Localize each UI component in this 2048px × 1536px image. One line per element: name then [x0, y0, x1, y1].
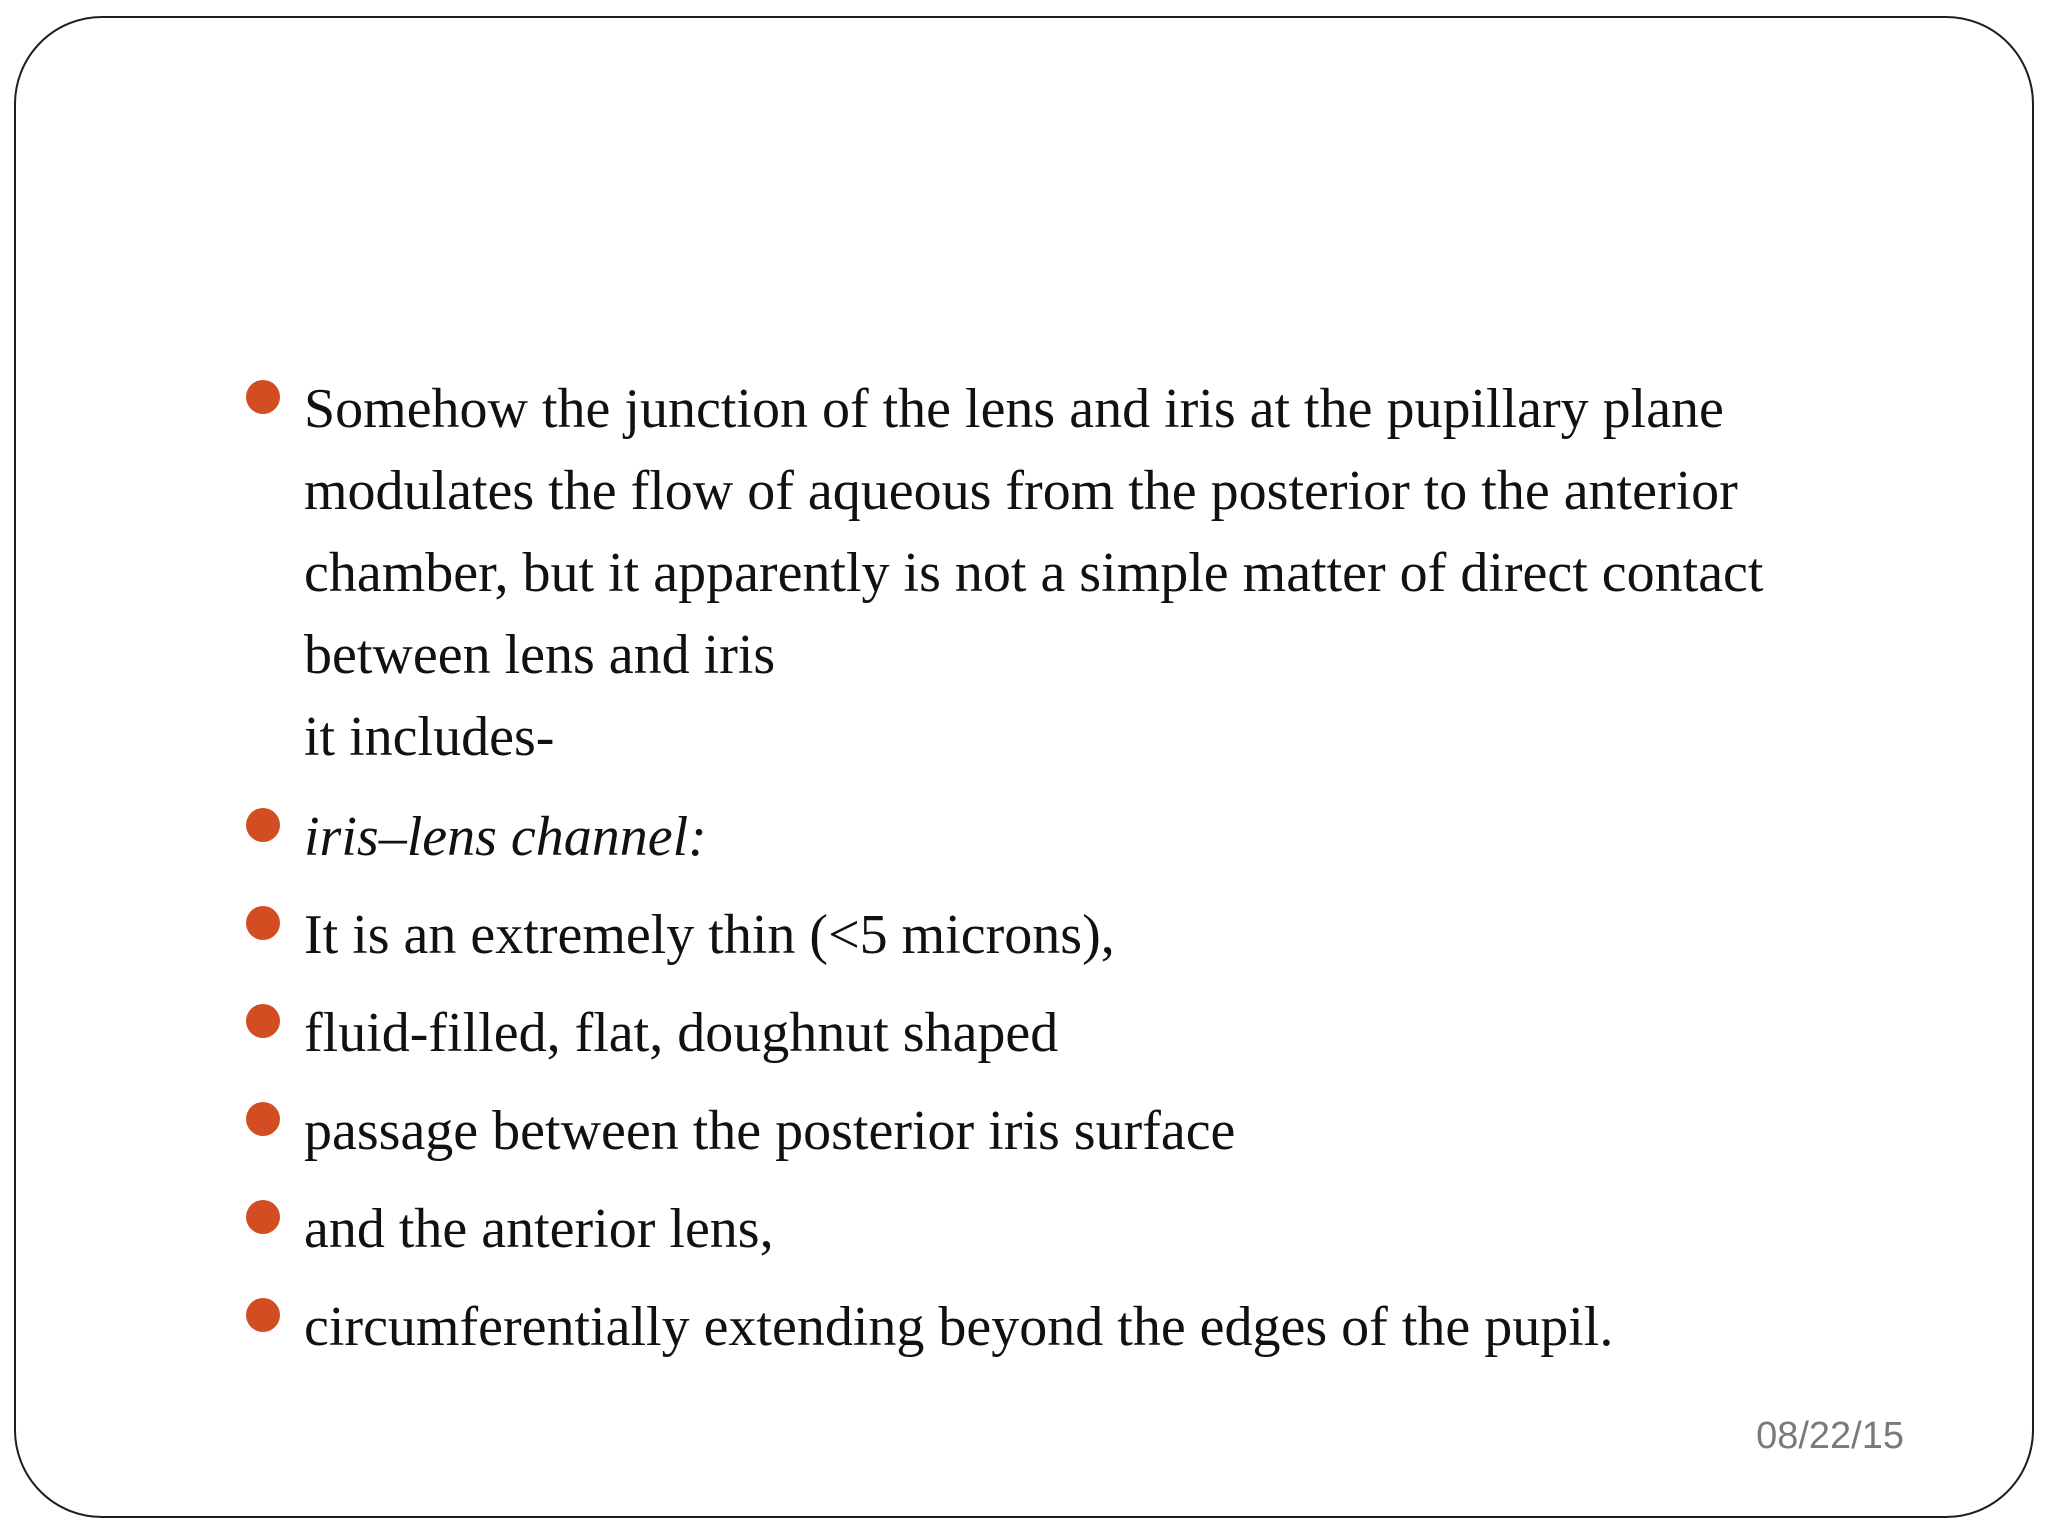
bullet-dot-icon — [246, 1200, 280, 1234]
bullet-item-1 — [246, 368, 1946, 778]
bullet-dot-icon — [246, 1102, 280, 1136]
bullet-dot-icon — [246, 906, 280, 940]
bullet-text: and the anterior lens, — [304, 1198, 774, 1260]
bullet-item-5 — [246, 1090, 1946, 1172]
bullet-item-3 — [246, 894, 1946, 976]
bullet-dot-icon — [246, 380, 280, 414]
bullet-dot-icon — [246, 1004, 280, 1038]
bullet-dot-icon — [246, 808, 280, 842]
bullet-text: iris–lens channel: — [304, 806, 707, 868]
bullet-text: It is an extremely thin (<5 microns), — [304, 904, 1115, 966]
bullet-list — [246, 368, 1946, 1368]
bullet-item-4 — [246, 992, 1946, 1074]
slide-date: 08/22/15 — [1756, 1415, 1904, 1457]
bullet-text: fluid-filled, flat, doughnut shaped — [304, 1002, 1059, 1064]
bullet-text: Somehow the junction of the lens and iris at the pupillary plane modulates the flow of aqueous from the posterior to the anterior chamber, but it apparently is not a simple matter of direct contact between lens and iris it includes- — [304, 378, 1764, 768]
bullet-item-6 — [246, 1188, 1946, 1270]
bullet-text: circumferentially extending beyond the edges of the pupil. — [304, 1296, 1614, 1358]
bullet-text: passage between the posterior iris surface — [304, 1100, 1236, 1162]
bullet-item-2 — [246, 796, 1946, 878]
bullet-item-7 — [246, 1286, 1946, 1368]
slide-content — [246, 368, 1946, 1384]
bullet-dot-icon — [246, 1298, 280, 1332]
slide-frame — [14, 16, 2034, 1518]
